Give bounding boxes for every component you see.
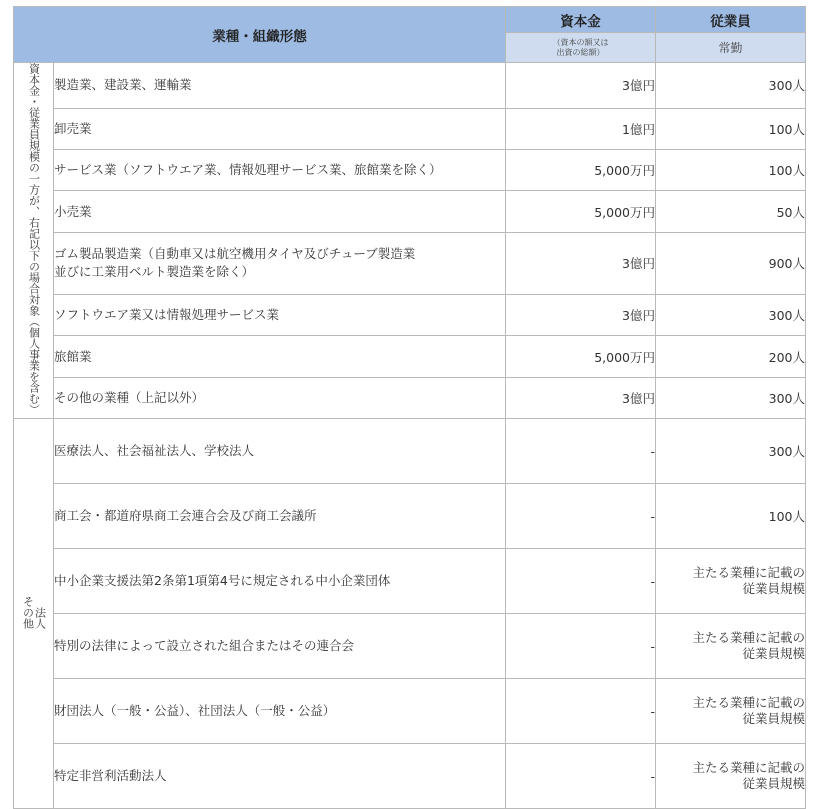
row-employees: 300人	[656, 377, 806, 418]
header-employees-note: 常勤	[656, 33, 806, 63]
table-row	[14, 150, 806, 191]
group2-label-col1: その他	[21, 595, 35, 629]
row-employees: 900人	[656, 232, 806, 294]
group2-label-cell	[14, 419, 54, 809]
row-capital: -	[506, 484, 656, 549]
table-row	[14, 419, 806, 484]
row-capital: 5,000万円	[506, 336, 656, 377]
row-name: サービス業（ソフトウエア業、情報処理サービス業、旅館業を除く）	[54, 150, 506, 191]
table-row	[14, 679, 806, 744]
row-capital: 3億円	[506, 232, 656, 294]
row-capital: 5,000万円	[506, 150, 656, 191]
capital-note-line1: （資本の額又は	[552, 37, 609, 47]
row-capital: -	[506, 549, 656, 614]
row-name-line2: 並びに工業用ベルト製造業を除く）	[54, 264, 255, 280]
row-name: 特定非営利活動法人	[54, 744, 506, 809]
row-employees-line2: 従業員規模	[742, 646, 805, 661]
row-employees: 100人	[656, 484, 806, 549]
row-employees	[656, 549, 806, 614]
row-capital: 5,000万円	[506, 191, 656, 232]
row-employees-line1: 主たる業種に記載の	[692, 565, 805, 580]
row-capital: 1億円	[506, 108, 656, 149]
row-name: 中小企業支援法第2条第1項第4号に規定される中小企業団体	[54, 549, 506, 614]
row-employees: 100人	[656, 150, 806, 191]
row-capital: 3億円	[506, 295, 656, 336]
row-name-line1: ゴム製品製造業（自動車又は航空機用タイヤ及びチューブ製造業	[54, 246, 416, 262]
row-employees-line1: 主たる業種に記載の	[692, 630, 805, 645]
row-capital: -	[506, 679, 656, 744]
header-capital-note	[506, 33, 656, 63]
row-capital: -	[506, 744, 656, 809]
row-employees: 300人	[656, 295, 806, 336]
row-employees	[656, 679, 806, 744]
table-row	[14, 377, 806, 418]
row-capital: -	[506, 614, 656, 679]
row-employees: 300人	[656, 419, 806, 484]
row-employees-line2: 従業員規模	[742, 776, 805, 791]
row-name: 医療法人、社会福祉法人、学校法人	[54, 419, 506, 484]
row-name: 商工会・都道府県商工会連合会及び商工会議所	[54, 484, 506, 549]
row-name: 財団法人（一般・公益）、社団法人（一般・公益）	[54, 679, 506, 744]
row-employees: 200人	[656, 336, 806, 377]
table-row	[14, 108, 806, 149]
table-row	[14, 63, 806, 109]
table-row	[14, 549, 806, 614]
row-name: ソフトウエア業又は情報処理サービス業	[54, 295, 506, 336]
row-name: 旅館業	[54, 336, 506, 377]
row-name: その他の業種（上記以外）	[54, 377, 506, 418]
group1-label: 資本金・従業員規模の一方が、右記以下の場合対象（個人事業を含む）	[27, 63, 41, 415]
header-employees: 従業員	[656, 7, 806, 33]
table-row	[14, 614, 806, 679]
row-employees	[656, 744, 806, 809]
row-name: 特別の法律によって設立された組合またはその連合会	[54, 614, 506, 679]
header-category: 業種・組織形態	[14, 7, 506, 63]
table-row	[14, 191, 806, 232]
row-employees-line1: 主たる業種に記載の	[692, 695, 805, 710]
row-capital: -	[506, 419, 656, 484]
group1-label-cell	[14, 63, 54, 419]
table-row	[14, 295, 806, 336]
row-name: 製造業、建設業、運輸業	[54, 63, 506, 109]
table-row	[14, 744, 806, 809]
row-employees-line2: 従業員規模	[742, 581, 805, 596]
row-capital: 3億円	[506, 377, 656, 418]
sme-definition-table	[13, 6, 806, 809]
group2-label-col2: 法人	[33, 606, 47, 629]
row-employees-line2: 従業員規模	[742, 711, 805, 726]
row-name: 小売業	[54, 191, 506, 232]
row-capital: 3億円	[506, 63, 656, 109]
row-name: 卸売業	[54, 108, 506, 149]
row-employees: 50人	[656, 191, 806, 232]
row-employees: 300人	[656, 63, 806, 109]
row-employees: 100人	[656, 108, 806, 149]
table-row	[14, 232, 806, 294]
row-employees-line1: 主たる業種に記載の	[692, 760, 805, 775]
capital-note-line2: 出資の総額）	[556, 47, 605, 57]
row-employees	[656, 614, 806, 679]
row-name	[54, 232, 506, 294]
table-row	[14, 484, 806, 549]
header-capital: 資本金	[506, 7, 656, 33]
table-row	[14, 336, 806, 377]
